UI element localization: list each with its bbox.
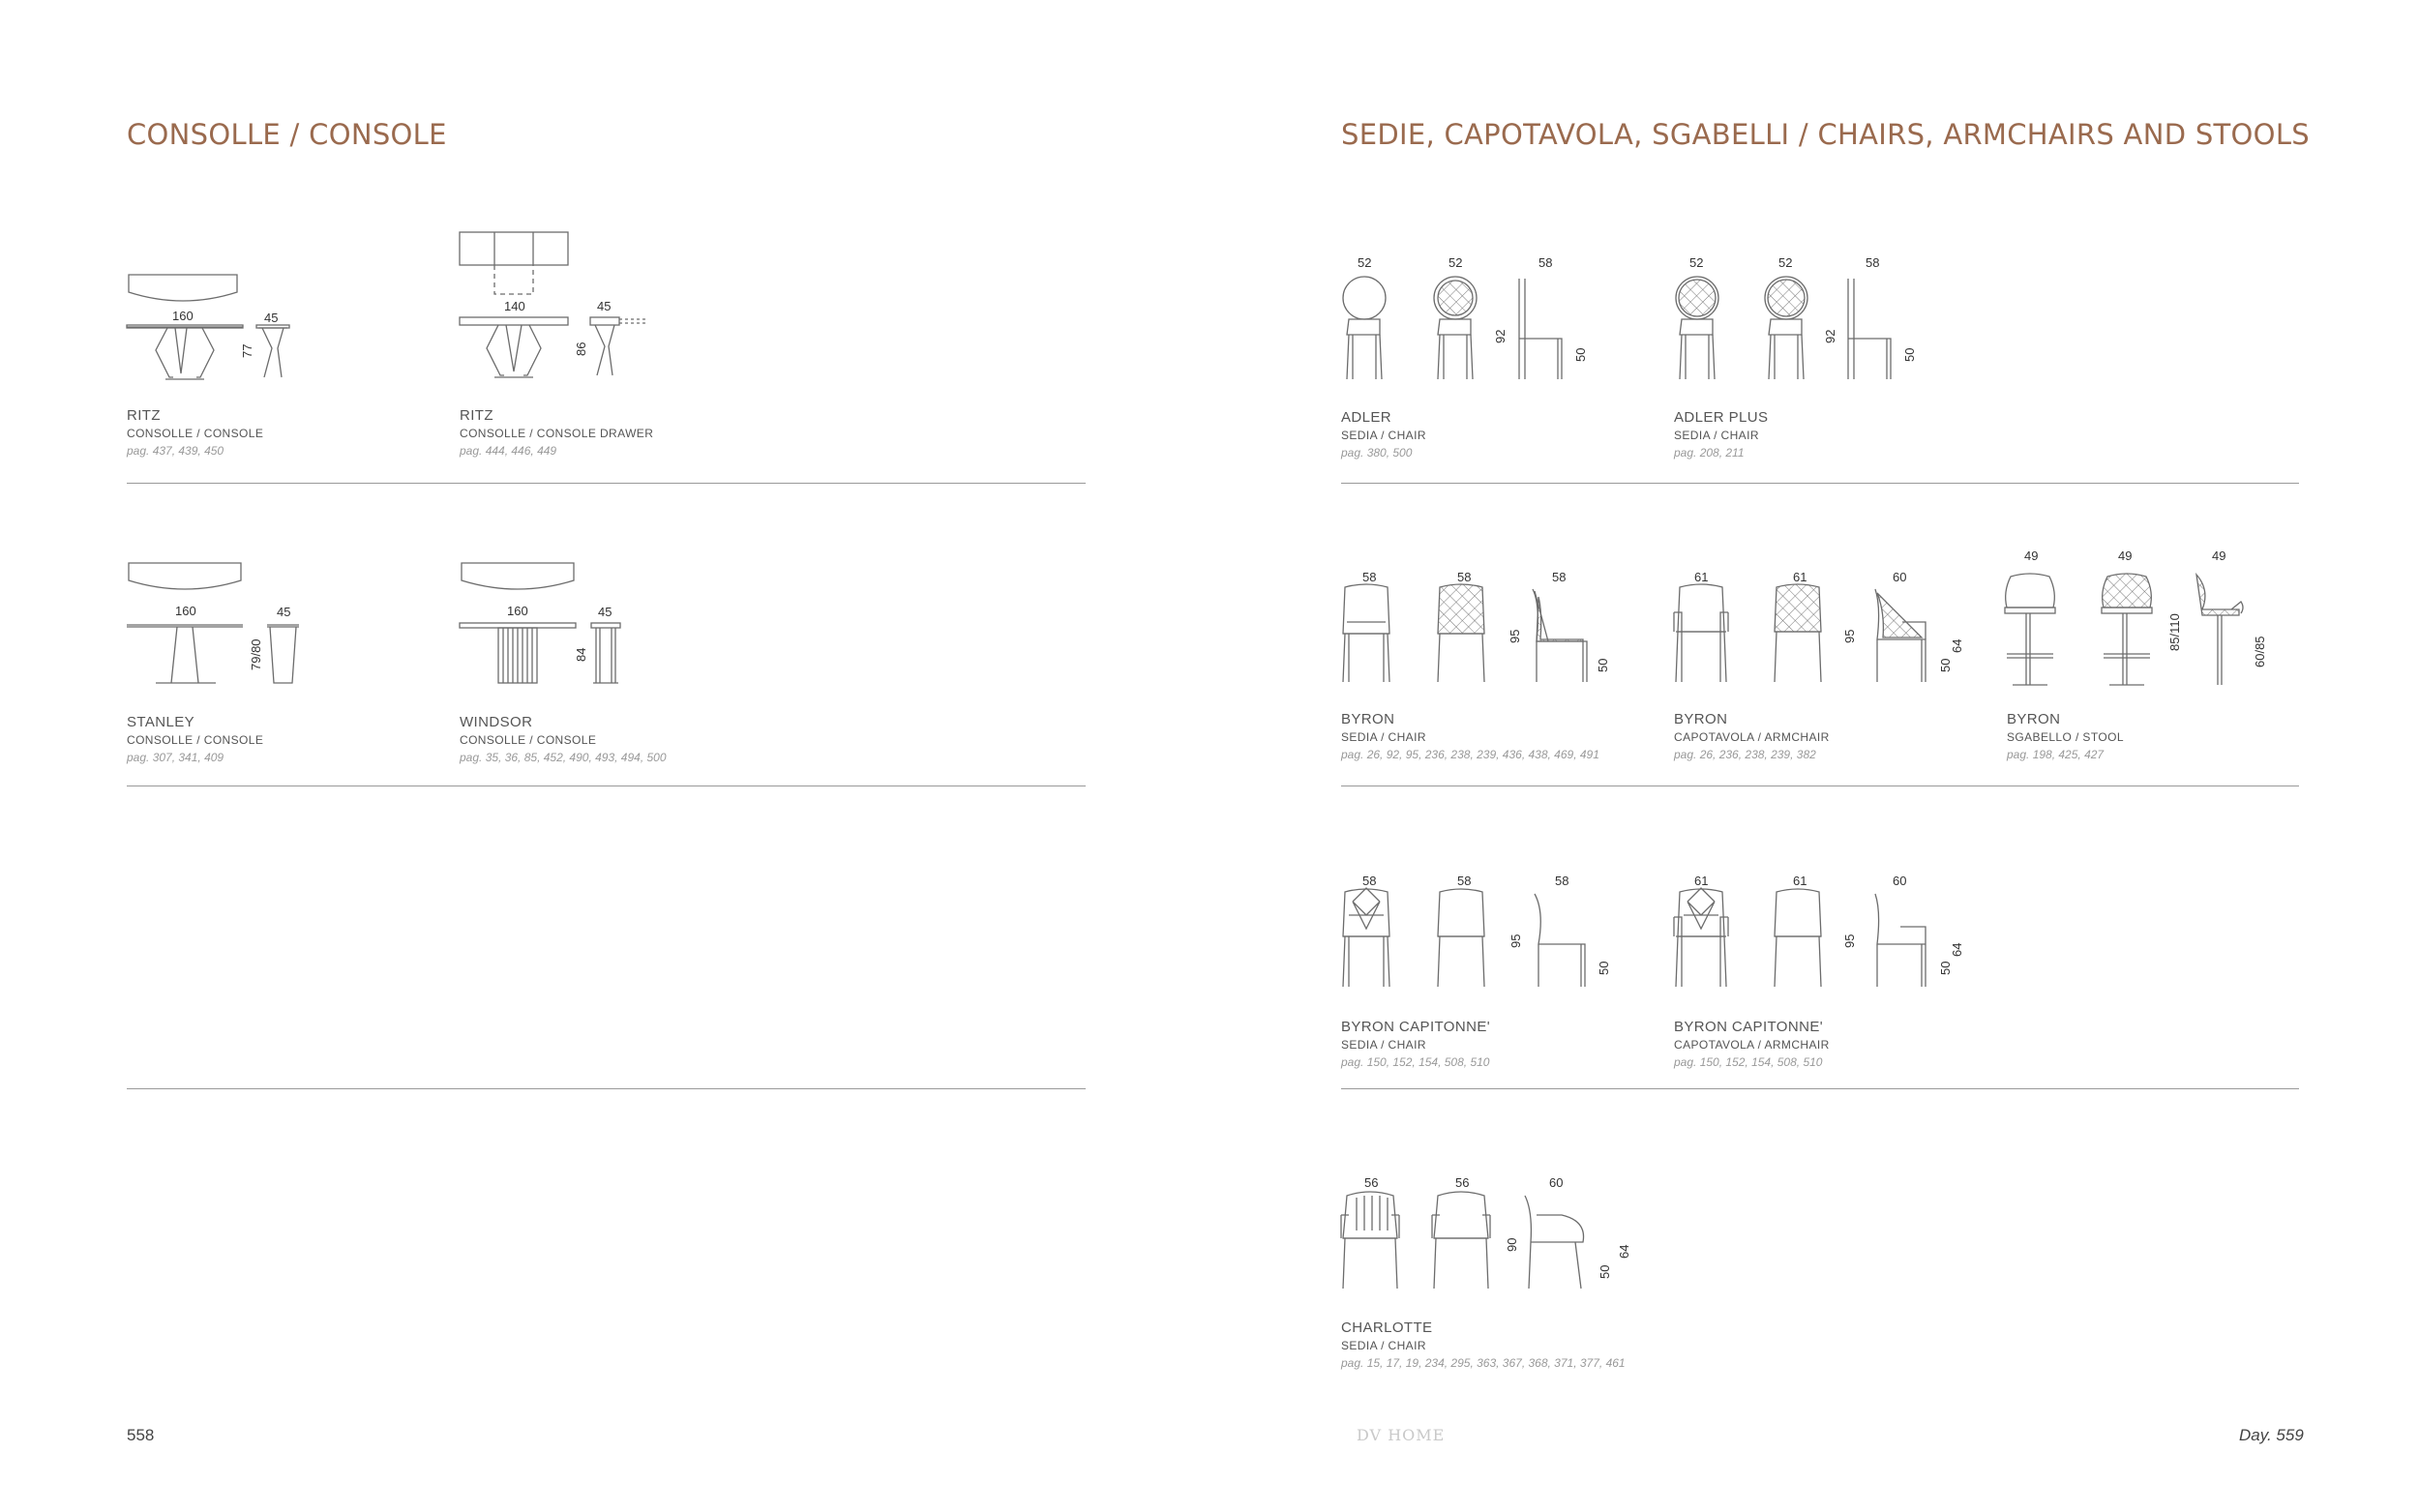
brand-logo: DV HOME (1357, 1426, 1446, 1444)
dim-seat-height: 50 (1597, 961, 1611, 975)
adler-plus-chair-drawing (1672, 271, 1895, 387)
dim-height: 95 (1508, 934, 1523, 948)
dim-arm-height: 64 (1950, 638, 1964, 653)
dim-width: 160 (175, 604, 196, 618)
dim-width: 160 (172, 309, 194, 323)
dim-height: 95 (1508, 629, 1522, 643)
dim-width: 61 (1694, 874, 1709, 888)
dim-depth: 45 (264, 311, 279, 325)
product-type: SEDIA / CHAIR (1341, 1038, 1426, 1052)
dim-width: 58 (1362, 874, 1377, 888)
divider (1341, 483, 2299, 484)
dim-width: 61 (1793, 874, 1807, 888)
product-adler-plus (1674, 409, 1768, 460)
stanley-console-drawing (127, 561, 320, 687)
byron-capitonne-chair-drawing (1339, 888, 1591, 994)
dim-depth: 58 (1538, 255, 1553, 270)
product-charlotte-chair (1341, 1319, 1626, 1370)
product-adler (1341, 409, 1426, 460)
dim-width: 61 (1694, 570, 1709, 584)
dim-width: 52 (1358, 255, 1372, 270)
product-byron-capitonne-armchair (1674, 1019, 1830, 1069)
dim-width: 58 (1362, 570, 1377, 584)
dim-depth: 45 (277, 605, 291, 619)
ritz-console-drawer-drawing (460, 230, 653, 385)
product-pages: pag. 380, 500 (1341, 446, 1413, 460)
dim-height: 77 (240, 343, 254, 358)
dim-depth: 49 (2212, 548, 2226, 563)
dim-depth: 60 (1893, 874, 1907, 888)
product-type: CONSOLLE / CONSOLE (460, 733, 597, 747)
dim-width: 61 (1793, 570, 1807, 584)
product-type: SGABELLO / STOOL (2007, 730, 2124, 744)
product-byron-capitonne-chair (1341, 1019, 1490, 1069)
dim-width: 140 (504, 299, 525, 313)
product-byron-armchair (1674, 711, 1830, 761)
product-stanley-console (127, 714, 263, 764)
product-byron-stool (2007, 711, 2124, 761)
page-number-right: Day. 559 (2239, 1426, 2304, 1444)
byron-capitonne-armchair-drawing (1672, 888, 1924, 994)
right-section-title: SEDIE, CAPOTAVOLA, SGABELLI / CHAIRS, ARMCHAIRS AND STOOLS (1341, 118, 2310, 151)
product-name: RITZ (460, 407, 493, 424)
dim-width: 56 (1455, 1175, 1470, 1190)
product-pages: pag. 444, 446, 449 (460, 444, 557, 458)
page-number-left: 558 (127, 1426, 155, 1444)
product-name: BYRON CAPITONNE' (1674, 1019, 1824, 1035)
dim-seat-height: 50 (1938, 658, 1953, 672)
dim-height: 95 (1842, 629, 1857, 643)
dim-seat-height: 50 (1596, 658, 1610, 672)
product-name: CHARLOTTE (1341, 1319, 1433, 1336)
product-pages: pag. 307, 341, 409 (127, 751, 224, 764)
product-name: WINDSOR (460, 714, 533, 730)
dim-seat-height: 50 (1938, 961, 1953, 975)
dim-depth: 45 (597, 299, 612, 313)
dim-height: 86 (574, 341, 588, 356)
dim-width: 52 (1448, 255, 1463, 270)
dim-seat-height: 50 (1902, 347, 1917, 362)
dim-seat-height: 50 (1573, 347, 1588, 362)
product-type: CAPOTAVOLA / ARMCHAIR (1674, 1038, 1830, 1052)
dim-height: 95 (1842, 934, 1857, 948)
dim-arm-height: 64 (1617, 1244, 1631, 1259)
byron-stool-drawing (2003, 573, 2255, 689)
product-type: CAPOTAVOLA / ARMCHAIR (1674, 730, 1830, 744)
product-pages: pag. 150, 152, 154, 508, 510 (1341, 1055, 1490, 1069)
product-pages: pag. 208, 211 (1674, 446, 1745, 460)
windsor-console-drawing (460, 561, 653, 687)
dim-height: 79/80 (249, 638, 263, 670)
dim-depth: 58 (1866, 255, 1880, 270)
product-type: SEDIA / CHAIR (1341, 730, 1426, 744)
product-pages: pag. 150, 152, 154, 508, 510 (1674, 1055, 1823, 1069)
dim-width: 160 (507, 604, 528, 618)
dim-seat-height: 60/85 (2253, 636, 2267, 667)
dim-depth: 45 (598, 605, 612, 619)
dim-depth: 60 (1549, 1175, 1564, 1190)
product-pages: pag. 15, 17, 19, 234, 295, 363, 367, 368, 371, 377, 461 (1341, 1356, 1626, 1370)
dim-height: 92 (1493, 329, 1508, 343)
dim-depth: 58 (1552, 570, 1567, 584)
dim-width: 52 (1778, 255, 1793, 270)
dim-width: 58 (1457, 570, 1472, 584)
product-ritz-console (127, 407, 263, 458)
charlotte-chair-drawing (1339, 1192, 1610, 1298)
dim-arm-height: 64 (1950, 942, 1964, 957)
divider (1341, 1088, 2299, 1089)
product-type: CONSOLLE / CONSOLE DRAWER (460, 427, 654, 440)
divider (127, 1088, 1086, 1089)
ritz-console-drawing (127, 271, 301, 387)
dim-depth: 58 (1555, 874, 1569, 888)
dim-depth: 60 (1893, 570, 1907, 584)
byron-armchair-drawing (1672, 583, 1924, 690)
product-type: SEDIA / CHAIR (1341, 1339, 1426, 1352)
product-name: BYRON (1341, 711, 1395, 727)
product-type: CONSOLLE / CONSOLE (127, 733, 264, 747)
product-name: STANLEY (127, 714, 195, 730)
dim-height: 84 (574, 647, 588, 662)
dim-width: 49 (2118, 548, 2133, 563)
product-name: BYRON (2007, 711, 2061, 727)
product-type: CONSOLLE / CONSOLE (127, 427, 264, 440)
dim-width: 58 (1457, 874, 1472, 888)
product-name: BYRON CAPITONNE' (1341, 1019, 1491, 1035)
product-pages: pag. 26, 236, 238, 239, 382 (1674, 748, 1816, 761)
product-name: RITZ (127, 407, 161, 424)
product-pages: pag. 198, 425, 427 (2007, 748, 2105, 761)
dim-seat-height: 50 (1598, 1264, 1612, 1279)
dim-height: 90 (1505, 1237, 1519, 1252)
product-type: SEDIA / CHAIR (1341, 429, 1426, 442)
dim-height: 85/110 (2167, 613, 2182, 651)
product-pages: pag. 35, 36, 85, 452, 490, 493, 494, 500 (460, 751, 667, 764)
divider (127, 483, 1086, 484)
dim-width: 56 (1364, 1175, 1379, 1190)
product-name: BYRON (1674, 711, 1728, 727)
product-byron-chair (1341, 711, 1599, 761)
product-windsor-console (460, 714, 667, 764)
product-name: ADLER (1341, 409, 1392, 426)
dim-height: 92 (1823, 329, 1837, 343)
byron-chair-drawing (1339, 583, 1591, 690)
dim-width: 49 (2024, 548, 2039, 563)
product-name: ADLER PLUS (1674, 409, 1769, 426)
product-ritz-console-drawer (460, 407, 653, 458)
product-pages: pag. 26, 92, 95, 236, 238, 239, 436, 438, 469, 491 (1341, 748, 1599, 761)
left-section-title: CONSOLLE / CONSOLE (127, 118, 447, 151)
product-pages: pag. 437, 439, 450 (127, 444, 224, 458)
dim-width: 52 (1689, 255, 1704, 270)
product-type: SEDIA / CHAIR (1674, 429, 1759, 442)
